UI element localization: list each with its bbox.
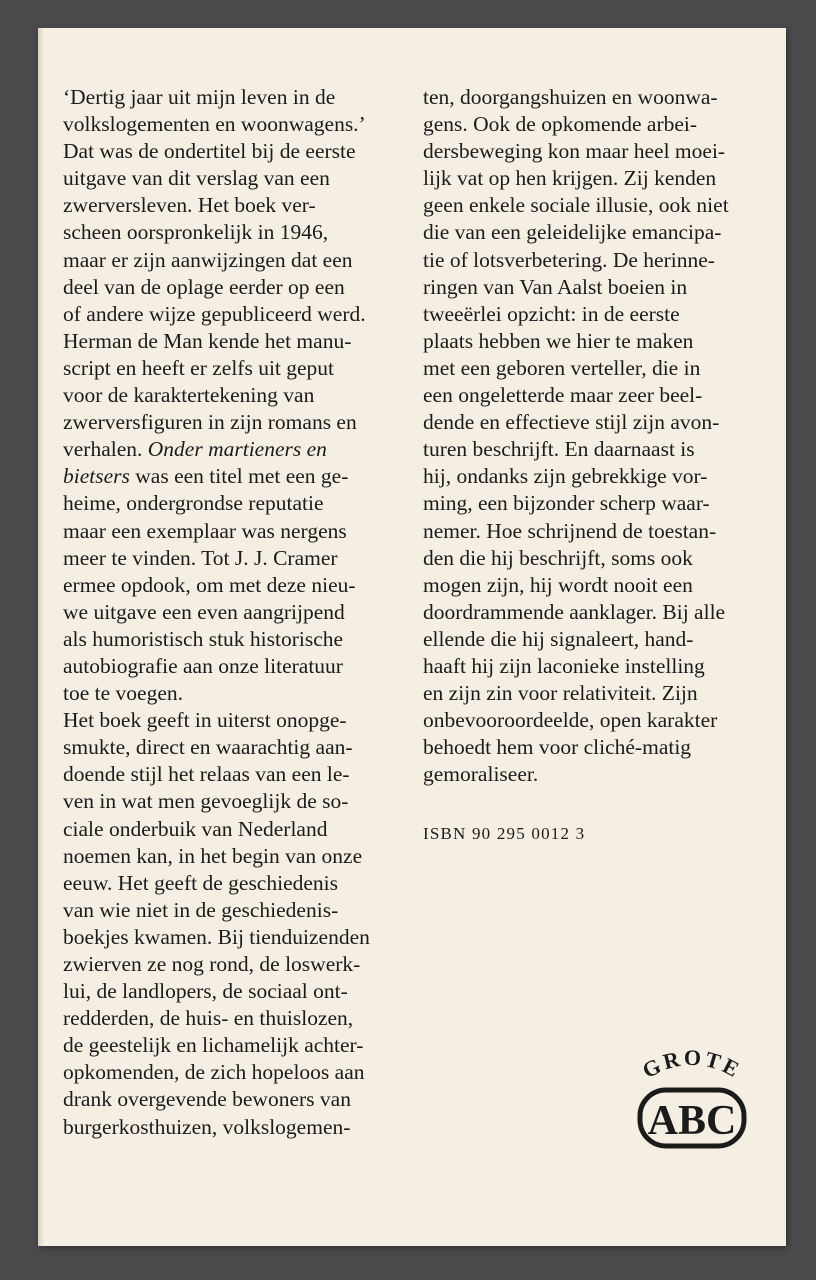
text-line: ming, een bijzonder scherp waar- <box>423 491 710 516</box>
text-line: script en heeft er zelfs uit geput <box>63 355 335 380</box>
text-line: tie of lotsverbetering. De herinne- <box>423 247 715 272</box>
book-title-italic: Onder martieners en <box>147 437 327 462</box>
text-line: ringen van Van Aalst boeien in <box>423 274 688 299</box>
text-line: ciale onderbuik van Nederland <box>63 816 328 841</box>
blurb-right-column <box>423 84 783 788</box>
text-line: volkslogementen en woonwagens.’ <box>63 112 366 137</box>
text-line: lijk vat op hen krijgen. Zij kenden <box>423 166 717 191</box>
text-line: toe te voegen. <box>63 681 183 706</box>
text-line: uitgave van dit verslag van een <box>63 166 330 191</box>
text-line: doordrammende aanklager. Bij alle <box>423 599 726 624</box>
text-line: opkomenden, de zich hopeloos aan <box>63 1060 365 1085</box>
text-line: smukte, direct en waarachtig aan- <box>63 735 353 760</box>
text-line: een ongeletterde maar zeer beel- <box>423 383 703 408</box>
text-line: eeuw. Het geeft de geschiedenis <box>63 870 338 895</box>
text-line: gens. Ook de opkomende arbei- <box>423 112 698 137</box>
text-line: voor de karaktertekening van <box>63 383 315 408</box>
text-line: maar een exemplaar was nergens <box>63 518 347 543</box>
text-line: lui, de landlopers, de sociaal ont- <box>63 979 348 1004</box>
text-line: boekjes kwamen. Bij tienduizenden <box>63 924 370 949</box>
text-line: autobiografie aan onze literatuur <box>63 653 343 678</box>
text-line: nemer. Hoe schrijnend de toestan- <box>423 518 717 543</box>
text-line: heime, ondergrondse reputatie <box>63 491 324 516</box>
text-line: met een geboren verteller, die in <box>423 355 701 380</box>
text-line: scheen oorspronkelijk in 1946, <box>63 220 329 245</box>
text-line: behoedt hem voor cliché-matig <box>423 735 692 760</box>
text-line: mogen zijn, hij wordt nooit een <box>423 572 693 597</box>
text-line: meer te vinden. Tot J. J. Cramer <box>63 545 338 570</box>
text-fragment: was een titel met een ge- <box>135 464 349 489</box>
text-line-with-italic-title <box>63 436 418 463</box>
text-line: haaft hij zijn laconieke instelling <box>423 653 705 678</box>
text-line: zwerversleven. Het boek ver- <box>63 193 316 218</box>
text-line: en zijn zin voor relativiteit. Zijn <box>423 681 698 706</box>
text-line: van wie niet in de geschiedenis- <box>63 897 339 922</box>
text-line: maar er zijn aanwijzingen dat een <box>63 247 353 272</box>
logo-top-text: GROTE <box>638 1044 746 1084</box>
text-line: dersbeweging kon maar heel moei- <box>423 139 726 164</box>
isbn-number: ISBN 90 295 0012 3 <box>423 824 586 843</box>
book-back-cover <box>38 28 786 1246</box>
logo-mark-text: ABC <box>647 1098 737 1144</box>
text-line: noemen kan, in het begin van onze <box>63 843 363 868</box>
text-fragment: verhalen. <box>63 437 143 462</box>
text-line: ermee opdook, om met deze nieu- <box>63 572 356 597</box>
text-line: onbevooroordeelde, open karakter <box>423 708 718 733</box>
text-line: den die hij beschrijft, soms ook <box>423 545 693 570</box>
text-line: drank overgevende bewoners van <box>63 1087 351 1112</box>
grote-abc-logo <box>632 1036 752 1156</box>
text-line: ellende die hij signaleert, hand- <box>423 626 694 651</box>
text-line: dende en effectieve stijl zijn avon- <box>423 410 720 435</box>
text-line: gemoraliseer. <box>423 762 539 787</box>
text-line: plaats hebben we hier te maken <box>423 328 694 353</box>
text-line: als humoristisch stuk historische <box>63 626 344 651</box>
book-title-italic: bietsers <box>63 464 130 489</box>
text-line: we uitgave een even aangrijpend <box>63 599 345 624</box>
text-line: burgerkosthuizen, volkslogemen- <box>63 1114 351 1139</box>
text-line: Herman de Man kende het manu- <box>63 328 352 353</box>
text-line: deel van de oplage eerder op een <box>63 274 345 299</box>
text-line: ten, doorgangshuizen en woonwa- <box>423 85 718 109</box>
text-line: Het boek geeft in uiterst onopge- <box>63 708 347 733</box>
text-line: hij, ondanks zijn gebrekkige vor- <box>423 464 708 489</box>
text-line: Dat was de ondertitel bij de eerste <box>63 139 356 164</box>
text-line: doende stijl het relaas van een le- <box>63 762 350 787</box>
text-line: ven in wat men gevoeglijk de so- <box>63 789 349 814</box>
text-line: ‘Dertig jaar uit mijn leven in de <box>63 85 336 109</box>
text-line: redderden, de huis- en thuislozen, <box>63 1006 354 1031</box>
text-line: de geestelijk en lichamelijk achter- <box>63 1033 364 1058</box>
text-line: of andere wijze gepubliceerd werd. <box>63 301 366 326</box>
text-line: die van een geleidelijke emancipa- <box>423 220 722 245</box>
text-line: zwerversfiguren in zijn romans en <box>63 410 357 435</box>
blurb-left-column <box>63 84 418 1141</box>
text-line: geen enkele sociale illusie, ook niet <box>423 193 729 218</box>
text-line: zwierven ze nog rond, de loswerk- <box>63 952 361 976</box>
text-line: turen beschrijft. En daarnaast is <box>423 437 695 462</box>
text-line-with-italic-title <box>63 463 418 490</box>
text-line: tweeërlei opzicht: in de eerste <box>423 301 680 326</box>
